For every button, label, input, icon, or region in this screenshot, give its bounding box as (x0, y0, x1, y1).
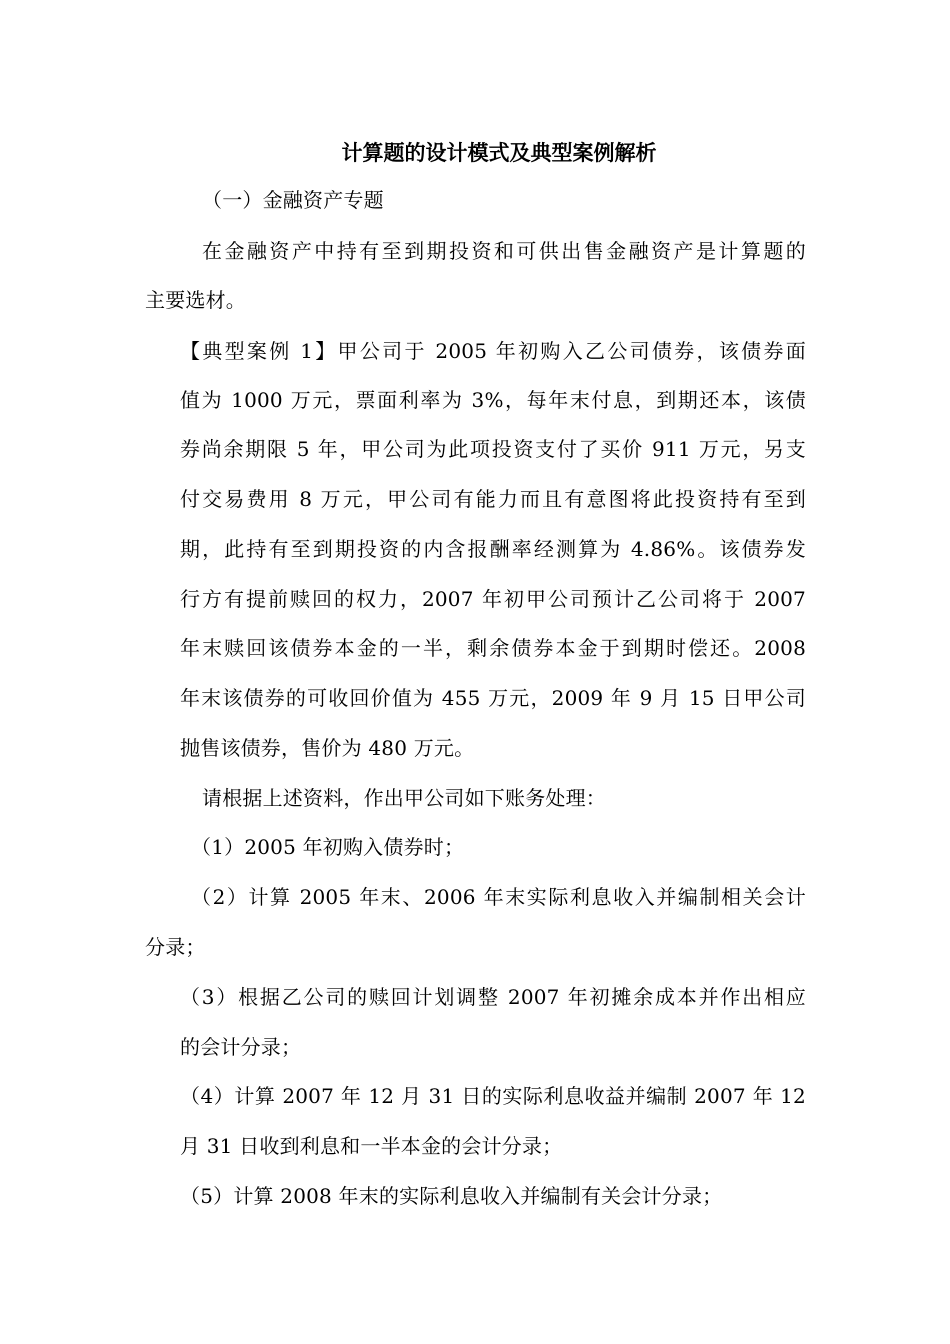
case-line-1: 【典型案例 1】甲公司于 2005 年初购入乙公司债券，该债券面 (180, 339, 806, 363)
instruction-text: 请根据上述资料，作出甲公司如下账务处理： (202, 786, 606, 810)
item-4-line-1: （4）计算 2007 年 12 月 31 日的实际利息收益并编制 2007 年 12 (180, 1084, 806, 1108)
item-3-line-1: （3）根据乙公司的赎回计划调整 2007 年初摊余成本并作出相应 (180, 985, 806, 1009)
item-5: （5）计算 2008 年末的实际利息收入并编制有关会计分录； (180, 1184, 723, 1208)
case-line-2: 值为 1000 万元，票面利率为 3%，每年末付息，到期还本，该债 (180, 388, 806, 412)
case-line-8: 年末该债券的可收回价值为 455 万元，2009 年 9 月 15 日甲公司 (180, 686, 806, 710)
case-line-4: 付交易费用 8 万元，甲公司有能力而且有意图将此投资持有至到 (180, 487, 806, 511)
page-title: 计算题的设计模式及典型案例解析 (341, 140, 657, 165)
case-line-7: 年末赎回该债券本金的一半，剩余债券本金于到期时偿还。2008 (180, 636, 806, 660)
section-heading: （一）金融资产专题 (202, 188, 384, 212)
item-4-line-2: 月 31 日收到利息和一半本金的会计分录； (180, 1134, 563, 1158)
item-2-line-1: （2）计算 2005 年末、2006 年末实际利息收入并编制相关会计 (191, 885, 806, 909)
case-line-9: 抛售该债券，售价为 480 万元。 (180, 736, 475, 760)
case-line-6: 行方有提前赎回的权力，2007 年初甲公司预计乙公司将于 2007 (180, 587, 806, 611)
item-3-line-2: 的会计分录； (180, 1035, 302, 1059)
case-line-5: 期，此持有至到期投资的内含报酬率经测算为 4.86%。该债券发 (180, 537, 806, 561)
intro-line-1: 在金融资产中持有至到期投资和可供出售金融资产是计算题的 (202, 239, 806, 263)
item-1: （1）2005 年初购入债券时； (191, 835, 465, 859)
case-line-3: 券尚余期限 5 年，甲公司为此项投资支付了买价 911 万元，另支 (180, 437, 806, 461)
intro-line-2: 主要选材。 (145, 288, 246, 312)
item-2-line-2: 分录； (145, 935, 206, 959)
